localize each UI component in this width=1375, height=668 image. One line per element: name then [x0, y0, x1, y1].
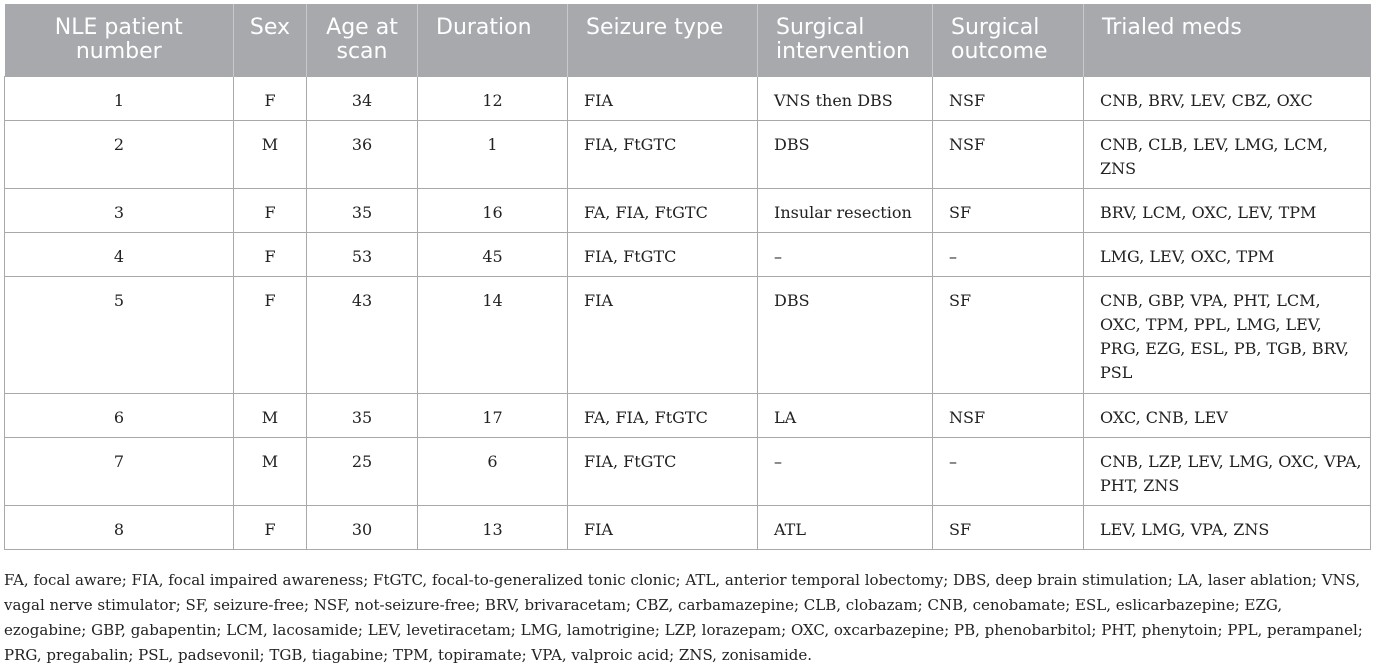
cell-surgical-outcome: NSF	[933, 76, 1084, 120]
cell-sex: M	[234, 393, 307, 437]
cell-patient-number: 3	[5, 188, 234, 232]
cell-trialed-meds: CNB, BRV, LEV, CBZ, OXC	[1084, 76, 1371, 120]
cell-seizure-type: FIA	[568, 505, 758, 549]
header-patient-number: NLE patient number	[5, 4, 234, 76]
cell-seizure-type: FA, FIA, FtGTC	[568, 393, 758, 437]
cell-duration: 13	[418, 505, 568, 549]
cell-trialed-meds: LMG, LEV, OXC, TPM	[1084, 232, 1371, 276]
header-surgical-intervention: Surgical intervention	[758, 4, 933, 76]
header-surgical-outcome: Surgical outcome	[933, 4, 1084, 76]
cell-trialed-meds: LEV, LMG, VPA, ZNS	[1084, 505, 1371, 549]
cell-duration: 14	[418, 276, 568, 393]
cell-surgical-intervention: DBS	[758, 276, 933, 393]
cell-seizure-type: FIA	[568, 76, 758, 120]
table-row	[5, 120, 1371, 188]
table-row	[5, 437, 1371, 505]
cell-patient-number: 5	[5, 276, 234, 393]
table-row	[5, 188, 1371, 232]
cell-sex: F	[234, 76, 307, 120]
cell-patient-number: 8	[5, 505, 234, 549]
table-footnote: FA, focal aware; FIA, focal impaired awareness; FtGTC, focal-to-generalized tonic clonic; ATL, anterior temporal lobectomy; DBS, deep brain stimulation; LA, laser ablation; VNS, vagal nerve stimulator; SF, seizure-free; NSF, not-seizure-free; BRV, brivaracetam; CBZ, carbamazepine; CLB, clobazam; CNB, cenobamate; ESL, eslicarbazepine; EZG, ezogabine; GBP, gabapentin; LCM, lacosamide; LEV, levetiracetam; LMG, lamotrigine; LZP, lorazepam; OXC, oxcarbazepine; PB, phenobarbitol; PHT, phenytoin; PPL, perampanel; PRG, pregabalin; PSL, padsevonil; TGB, tiagabine; TPM, topiramate; VPA, valproic acid; ZNS, zonisamide.	[4, 571, 1363, 664]
header-trialed-meds: Trialed meds	[1084, 4, 1371, 76]
cell-age-at-scan: 43	[307, 276, 418, 393]
cell-sex: F	[234, 276, 307, 393]
table-row	[5, 393, 1371, 437]
cell-sex: F	[234, 188, 307, 232]
cell-sex: F	[234, 505, 307, 549]
cell-surgical-outcome: –	[933, 232, 1084, 276]
cell-trialed-meds: OXC, CNB, LEV	[1084, 393, 1371, 437]
cell-surgical-outcome: SF	[933, 188, 1084, 232]
cell-sex: M	[234, 120, 307, 188]
cell-surgical-intervention: ATL	[758, 505, 933, 549]
cell-surgical-outcome: SF	[933, 276, 1084, 393]
cell-surgical-outcome: NSF	[933, 120, 1084, 188]
cell-seizure-type: FA, FIA, FtGTC	[568, 188, 758, 232]
cell-patient-number: 2	[5, 120, 234, 188]
cell-trialed-meds: CNB, GBP, VPA, PHT, LCM, OXC, TPM, PPL, LMG, LEV, PRG, EZG, ESL, PB, TGB, BRV, PSL	[1084, 276, 1371, 393]
header-duration: Duration	[418, 4, 568, 76]
cell-duration: 12	[418, 76, 568, 120]
cell-trialed-meds: CNB, CLB, LEV, LMG, LCM, ZNS	[1084, 120, 1371, 188]
cell-surgical-intervention: LA	[758, 393, 933, 437]
cell-patient-number: 1	[5, 76, 234, 120]
cell-surgical-intervention: Insular resection	[758, 188, 933, 232]
cell-trialed-meds: BRV, LCM, OXC, LEV, TPM	[1084, 188, 1371, 232]
cell-age-at-scan: 30	[307, 505, 418, 549]
cell-surgical-intervention: –	[758, 232, 933, 276]
cell-seizure-type: FIA, FtGTC	[568, 437, 758, 505]
cell-age-at-scan: 36	[307, 120, 418, 188]
cell-patient-number: 6	[5, 393, 234, 437]
cell-surgical-intervention: VNS then DBS	[758, 76, 933, 120]
cell-seizure-type: FIA	[568, 276, 758, 393]
cell-surgical-outcome: NSF	[933, 393, 1084, 437]
header-sex: Sex	[234, 4, 307, 76]
cell-age-at-scan: 25	[307, 437, 418, 505]
header-row	[5, 4, 1371, 76]
cell-duration: 6	[418, 437, 568, 505]
cell-age-at-scan: 35	[307, 188, 418, 232]
table-row	[5, 276, 1371, 393]
table-row	[5, 232, 1371, 276]
cell-age-at-scan: 34	[307, 76, 418, 120]
cell-sex: M	[234, 437, 307, 505]
table-row	[5, 76, 1371, 120]
cell-duration: 45	[418, 232, 568, 276]
header-age-at-scan: Age at scan	[307, 4, 418, 76]
cell-seizure-type: FIA, FtGTC	[568, 232, 758, 276]
cell-sex: F	[234, 232, 307, 276]
patient-table	[4, 4, 1371, 550]
cell-age-at-scan: 53	[307, 232, 418, 276]
cell-duration: 1	[418, 120, 568, 188]
cell-surgical-intervention: –	[758, 437, 933, 505]
cell-seizure-type: FIA, FtGTC	[568, 120, 758, 188]
cell-age-at-scan: 35	[307, 393, 418, 437]
cell-surgical-intervention: DBS	[758, 120, 933, 188]
cell-patient-number: 4	[5, 232, 234, 276]
table-row	[5, 505, 1371, 549]
cell-duration: 17	[418, 393, 568, 437]
cell-duration: 16	[418, 188, 568, 232]
cell-patient-number: 7	[5, 437, 234, 505]
cell-surgical-outcome: –	[933, 437, 1084, 505]
header-seizure-type: Seizure type	[568, 4, 758, 76]
cell-trialed-meds: CNB, LZP, LEV, LMG, OXC, VPA, PHT, ZNS	[1084, 437, 1371, 505]
cell-surgical-outcome: SF	[933, 505, 1084, 549]
